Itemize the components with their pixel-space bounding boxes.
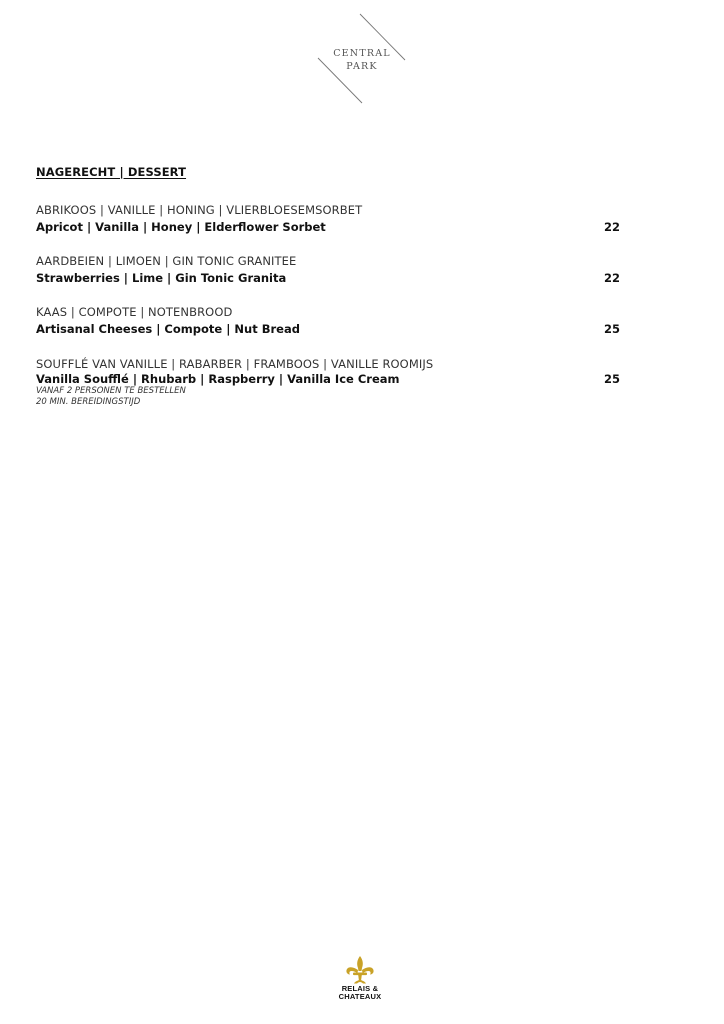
central-park-logo [312,10,412,106]
menu-item-price: 25 [603,372,620,386]
menu-item [36,254,626,285]
menu-item-note-order: VANAF 2 PERSONEN TE BESTELLEN [36,386,186,396]
menu-item-price: 22 [603,220,620,234]
menu-item-english: Strawberries | Lime | Gin Tonic Granita [36,271,287,285]
menu-item-dutch: KAAS | COMPOTE | NOTENBROOD [36,305,233,319]
relais-chateaux-logo [328,955,392,1009]
menu-item-dutch: SOUFFLÉ VAN VANILLE | RABARBER | FRAMBOOS | VANILLE ROOMIJS [36,357,434,371]
menu-item [36,305,626,336]
menu-item [36,203,626,234]
menu-item-note-prep-time: 20 MIN. BEREIDINGSTIJD [36,397,141,407]
menu-item-price: 22 [603,271,620,285]
menu-item-english: Apricot | Vanilla | Honey | Elderflower Sorbet [36,220,326,234]
logo-text-central: CENTRAL [333,48,391,59]
relais-text-line2: CHATEAUX [338,992,382,1001]
menu-item [36,357,626,408]
menu-item-english: Artisanal Cheeses | Compote | Nut Bread [36,322,300,336]
fleur-de-lis-icon [344,955,376,985]
menu-item-english: Vanilla Soufflé | Rhubarb | Raspberry | Vanilla Ice Cream [36,372,400,386]
menu-item-dutch: AARDBEIEN | LIMOEN | GIN TONIC GRANITEE [36,254,297,268]
logo-text-park: PARK [346,61,378,72]
menu-item-price: 25 [603,322,620,336]
section-title: NAGERECHT | DESSERT [36,165,187,179]
relais-text-line1: RELAIS & [341,984,379,993]
menu-item-dutch: ABRIKOOS | VANILLE | HONING | VLIERBLOESEMSORBET [36,203,363,217]
